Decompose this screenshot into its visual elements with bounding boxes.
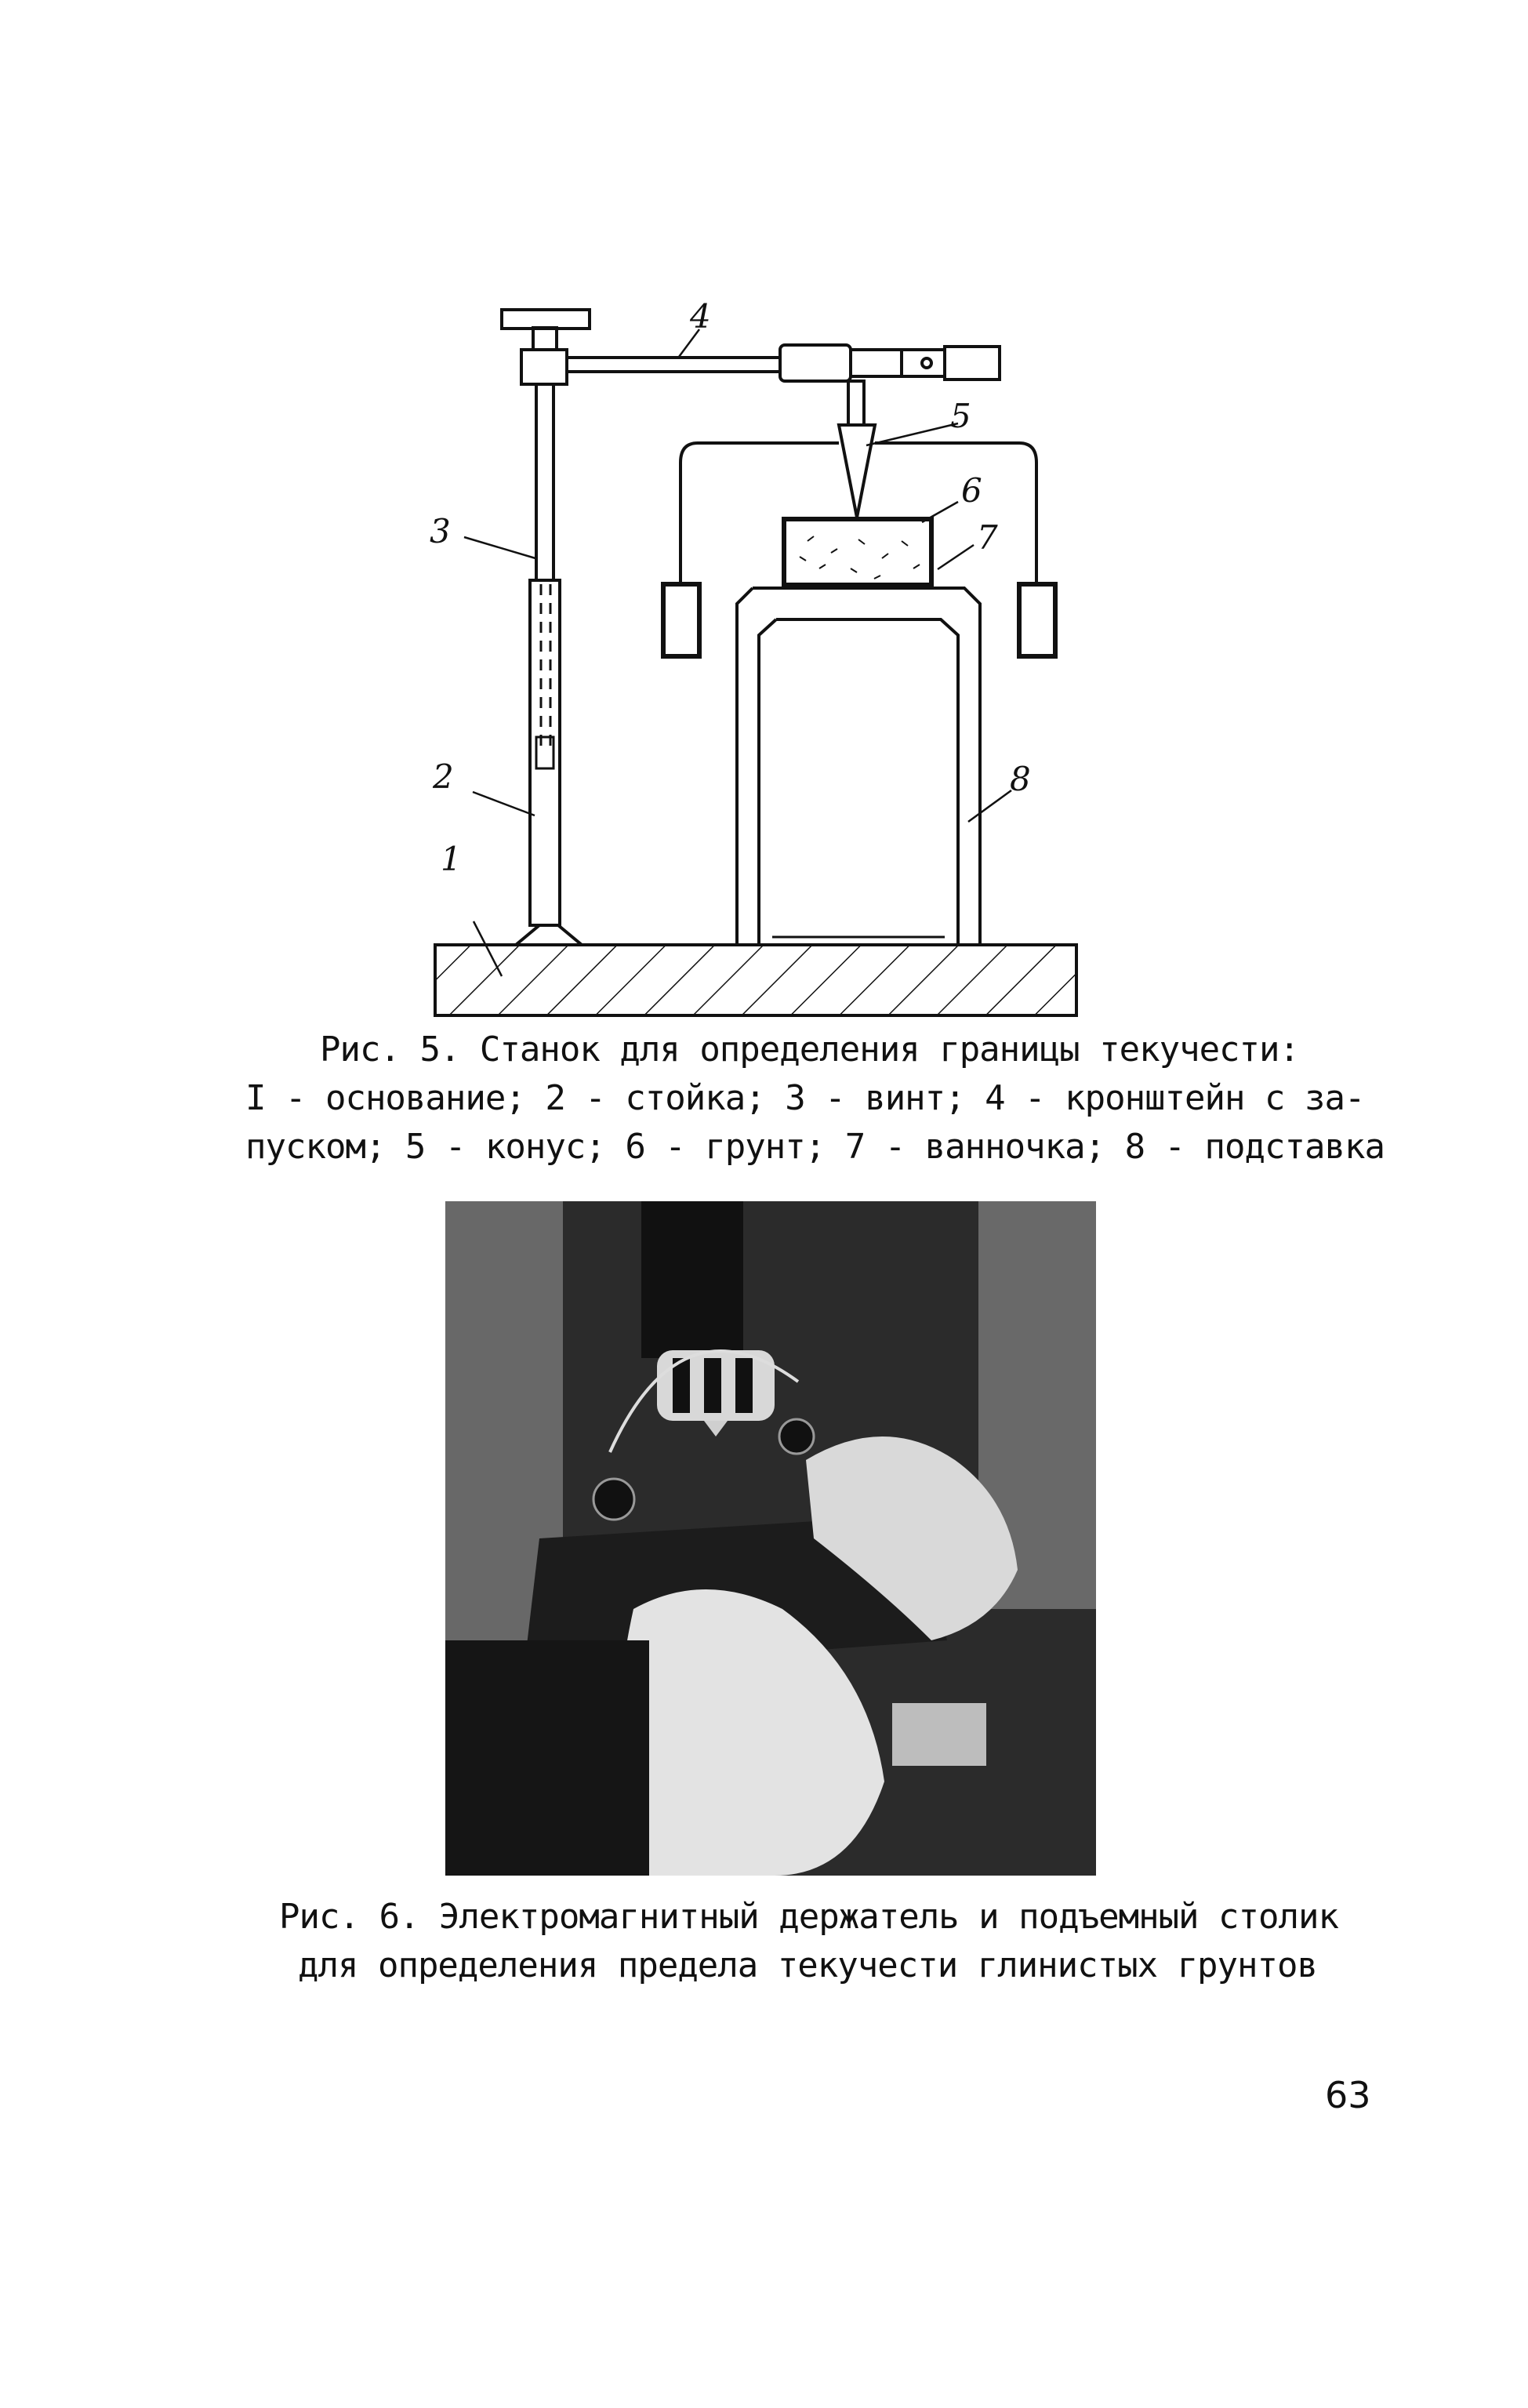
label-6: 6 (961, 471, 982, 510)
page-number: 63 (1325, 2074, 1371, 2116)
base (435, 945, 1076, 1015)
photo-illustration (445, 1201, 1096, 1876)
cone (839, 425, 875, 518)
label-5: 5 (950, 397, 971, 435)
figure-6-photo (445, 1201, 1096, 1876)
figure-5-caption-line: I - основание; 2 - стойка; 3 - винт; 4 - кронштейн с за- (245, 1078, 1365, 1118)
release-body (780, 345, 851, 381)
screw (536, 384, 553, 580)
figure-6-caption-line: Рис. 6. Электромагнитный держатель и подъемный столик (279, 1897, 1338, 1937)
figure-6-caption-line: для определения предела текучести глинистых грунтов (298, 1945, 1318, 1985)
soil-cup (784, 519, 931, 585)
label-1: 1 (441, 840, 462, 878)
stand-column (530, 580, 560, 925)
support-stand (737, 588, 980, 945)
label-7: 7 (977, 518, 998, 557)
label-4: 4 (690, 297, 711, 336)
label-3: 3 (430, 512, 451, 550)
bracket-arm (567, 358, 780, 372)
left-weight (663, 584, 699, 656)
clamp-block (521, 350, 567, 384)
column-foot (516, 925, 582, 945)
figure-5-caption-title: Рис. 5. Станок для определения границы текучести: (320, 1030, 1300, 1070)
label-2: 2 (433, 757, 454, 796)
label-8: 8 (1010, 760, 1031, 798)
right-weight (1019, 584, 1055, 656)
figure-5-caption-line: пуском; 5 - конус; 6 - грунт; 7 - ванночка; 8 - подставка (245, 1127, 1385, 1167)
knob (502, 310, 590, 329)
figure-5-drawing (0, 0, 1528, 1019)
